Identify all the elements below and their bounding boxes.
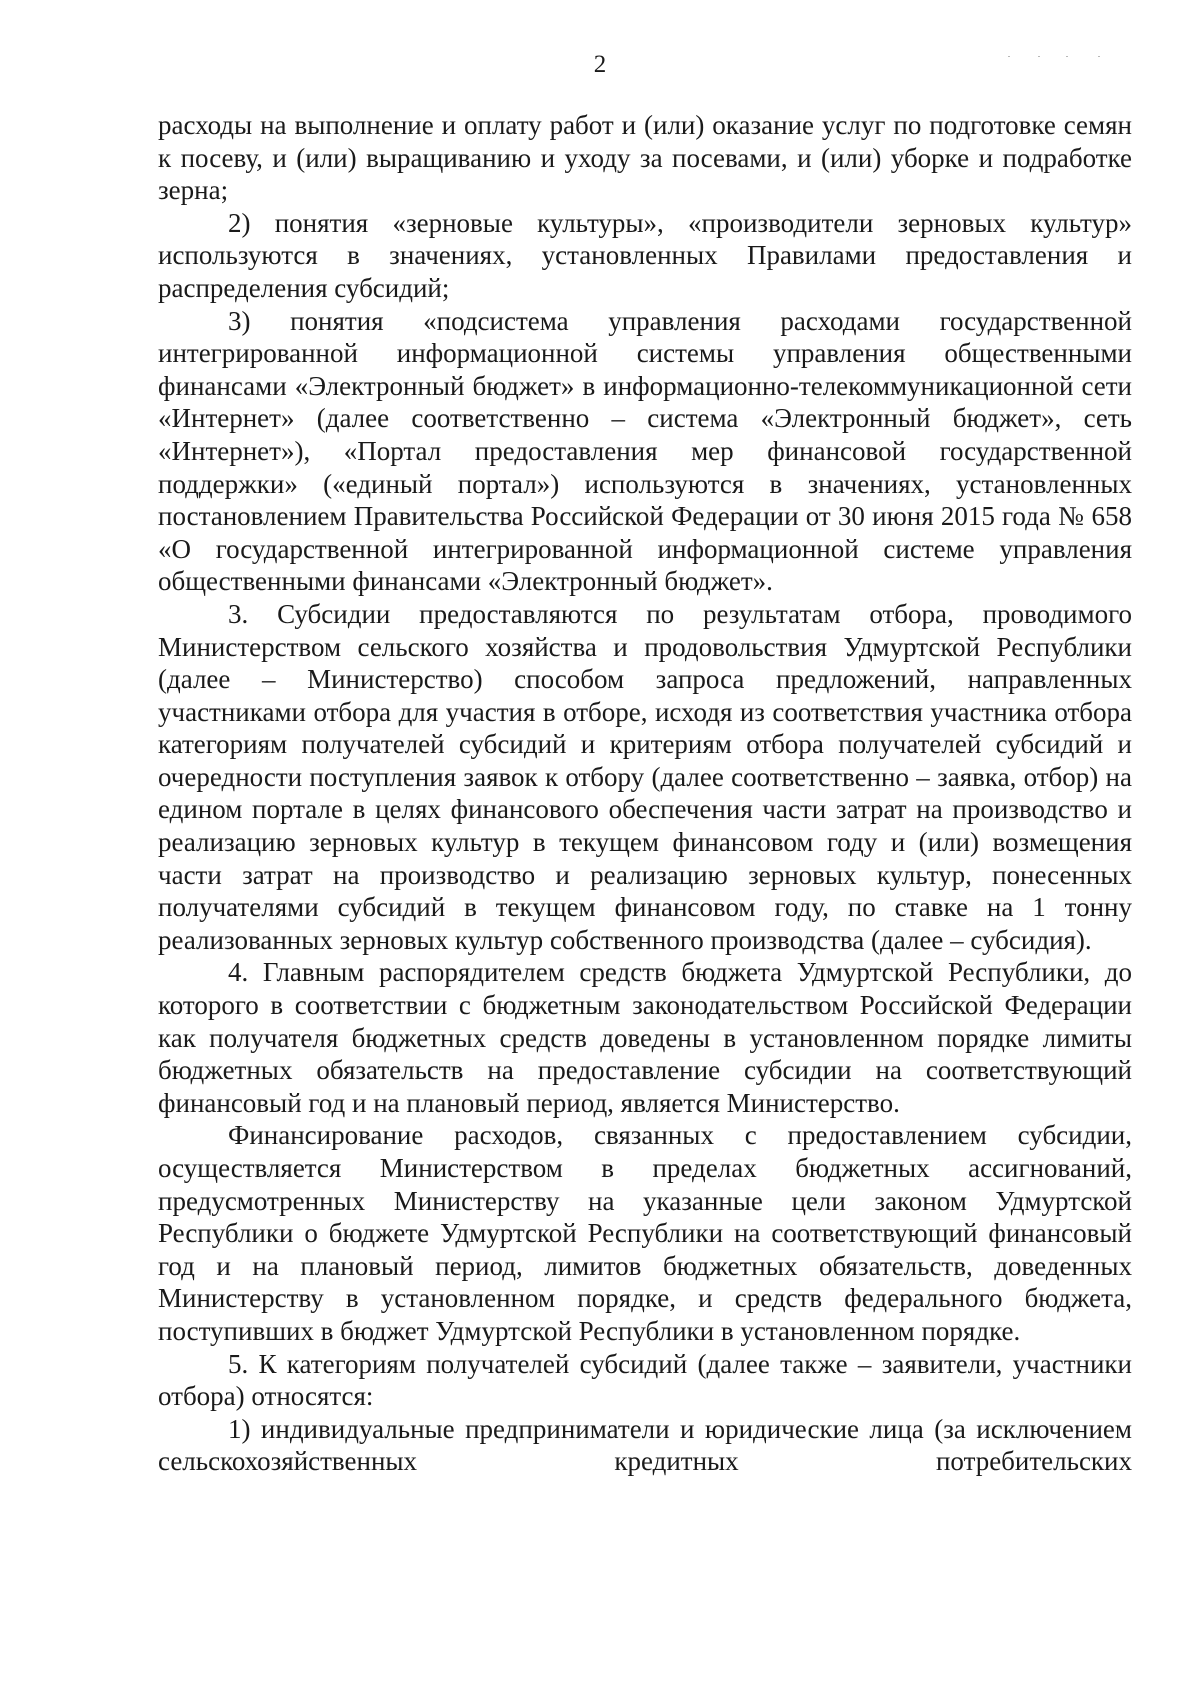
document-body bbox=[158, 109, 1132, 1478]
paragraph-section-4: 4. Главным распорядителем средств бюджета Удмуртской Республики, до которого в соответствии с бюджетным законодательством Российской Федерации как получателя бюджетных средств доведены в установленном порядке лимиты бюджетных обязательств на предоставление субсидии на соответствующий финансовый год и на плановый период, является Министерство. bbox=[158, 957, 1132, 1118]
paragraph-section-5-item-1: 1) индивидуальные предприниматели и юридические лица (за исключением сельскохозяйственных кредитных потребительских bbox=[158, 1413, 1132, 1477]
paragraph-continuation: расходы на выполнение и оплату работ и (или) оказание услуг по подготовке семян к посеву, и (или) выращиванию и уходу за посевами, и (или) уборке и подработке зерна; bbox=[158, 110, 1132, 206]
scan-artifact bbox=[1008, 56, 1118, 57]
paragraph-financing: Финансирование расходов, связанных с предоставлением субсидии, осуществляется Министерством в пределах бюджетных ассигнований, предусмотренных Министерству на указанные цели законом Удмуртской Республики о бюджете Удмуртской Республики на соответствующий финансовый год и на плановый период, лимитов бюджетных обязательств, доведенных Министерству в установленном порядке, и средств федерального бюджета, поступивших в бюджет Удмуртской Республики в установленном порядке. bbox=[158, 1120, 1132, 1346]
page-number: 2 bbox=[593, 51, 607, 78]
paragraph-item-3: 3) понятия «подсистема управления расходами государственной интегрированной информационной системы управления общественными финансами «Электронный бюджет» в информационно-телекоммуникационной сети «Интернет» (далее соответственно – система «Электронный бюджет», сеть «Интернет»), «Портал предоставления мер финансовой государственной поддержки» («единый портал») используются в значениях, установленных постановлением Правительства Российской Федерации от 30 июня 2015 года № 658 «О государственной интегрированной информационной системе управления общественными финансами «Электронный бюджет». bbox=[158, 305, 1132, 597]
paragraph-section-3: 3. Субсидии предоставляются по результатам отбора, проводимого Министерством сельского хозяйства и продовольствия Удмуртской Республики (далее – Министерство) способом запроса предложений, направленных участниками отбора для участия в отборе, исходя из соответствия участника отбора категориям получателей субсидий и критериям отбора получателей субсидий и очередности поступления заявок к отбору (далее соответственно – заявка, отбор) на едином портале в целях финансового обеспечения части затрат на производство и реализацию зерновых культур в текущем финансовом году и (или) возмещения части затрат на производство и реализацию зерновых культур, понесенных получателями субсидий в текущем финансовом году, по ставке на 1 тонну реализованных зерновых культур собственного производства (далее – субсидия). bbox=[158, 598, 1132, 955]
paragraph-section-5: 5. К категориям получателей субсидий (далее также – заявители, участники отбора) относятся: bbox=[158, 1348, 1132, 1412]
paragraph-item-2: 2) понятия «зерновые культуры», «производители зерновых культур» используются в значениях, установленных Правилами предоставления и распределения субсидий; bbox=[158, 207, 1132, 303]
